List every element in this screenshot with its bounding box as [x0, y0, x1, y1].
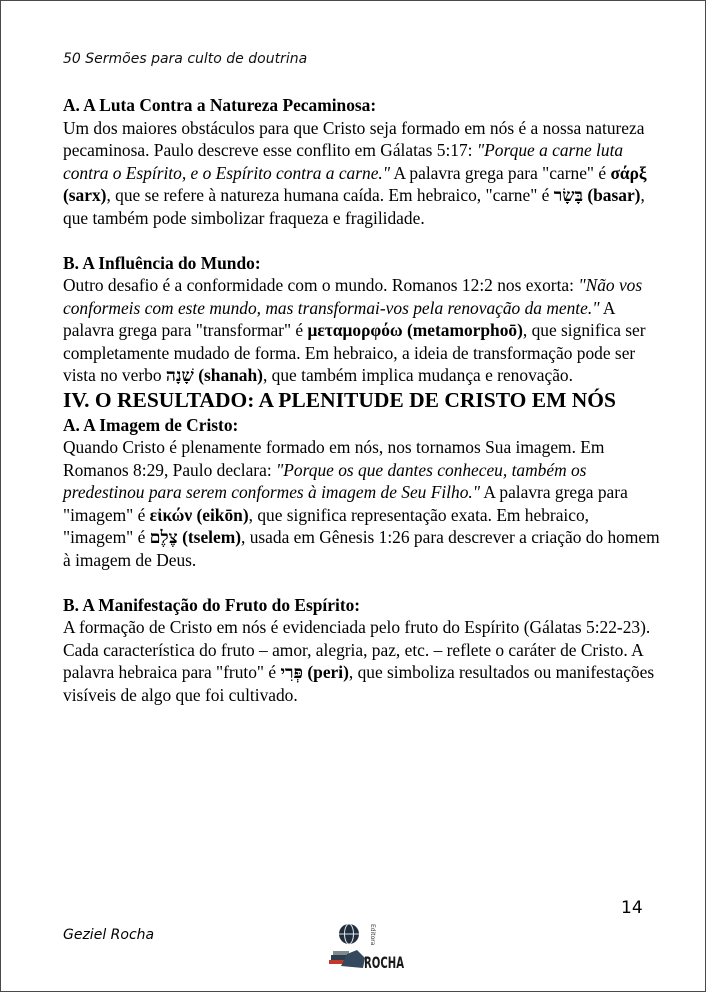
spacer	[63, 571, 663, 594]
text-run: A palavra grega para "carne" é	[390, 162, 611, 183]
text-run: , que significa representação exata. Em hebraico, "imagem" é	[63, 504, 590, 547]
text-run: , que também pode simbolizar fraqueza e fragilidade.	[63, 185, 645, 228]
hebrew-term: בָּשָׂר (basar)	[553, 185, 641, 205]
subsection-title-a-image: A. A Imagem de Cristo:	[63, 414, 239, 435]
text-run: , usada em Gênesis 1:26 para descrever a criação do homem à imagem de Deus.	[63, 527, 660, 570]
text-run: A palavra grega para "imagem" é	[63, 482, 628, 525]
text-run: A palavra grega para "transformar" é	[63, 297, 615, 340]
greek-term: σάρξ (sarx)	[63, 162, 647, 205]
section-heading-iv: IV. O RESULTADO: A PLENITUDE DE CRISTO EM NÓS	[63, 387, 616, 412]
hebrew-term: צֶלֶם (tselem)	[149, 527, 241, 547]
text-run: A formação de Cristo em nós é evidenciada pelo fruto do Espírito (Gálatas 5:22-23). Cada característica do fruto – amor, alegria, paz, etc. – reflete o caráter de Cristo. A palavra hebraica para "fruto" é	[63, 617, 651, 682]
subsection-title-b-fruit: B. A Manifestação do Fruto do Espírito:	[63, 594, 361, 615]
paragraph-fruit	[63, 616, 663, 706]
text-run: , que simboliza resultados ou manifestações visíveis de algo que foi cultivado.	[63, 662, 655, 705]
hebrew-term: שָׁנָה (shanah)	[165, 365, 263, 385]
greek-term: μεταμορφόω (metamorphoō)	[307, 320, 523, 340]
book-icon	[333, 951, 349, 955]
subsection-title-a-struggle: A. A Luta Contra a Natureza Pecaminosa:	[63, 95, 377, 115]
text-run: , que também implica mudança e renovação.	[262, 365, 573, 385]
text-run: Quando Cristo é plenamente formado em nós, nos tornamos Sua imagem. Em Romanos 8:29, Paulo declara:	[63, 437, 605, 480]
footer-author: Geziel Rocha	[63, 927, 155, 943]
text-run: , que se refere à natureza humana caída. Em hebraico, "carne" é	[106, 185, 554, 205]
scripture-quote: "Porque os que dantes conheceu, também os predestinou para serem conformes à imagem de Seu Filho."	[63, 459, 587, 502]
publisher-logo	[327, 916, 405, 972]
paragraph-world	[63, 274, 663, 387]
greek-term: εἰκών (eikōn)	[149, 504, 249, 525]
logo-editora-text: Editora	[369, 924, 376, 946]
hebrew-term: פְּרִי (peri)	[280, 662, 349, 682]
running-header: 50 Sermões para culto de doutrina	[63, 51, 308, 67]
page-number: 14	[621, 898, 643, 918]
paragraph-struggle	[63, 117, 663, 230]
text-run: Um dos maiores obstáculos para que Cristo seja formado em nós é a nossa natureza pecaminosa. Paulo descreve esse conflito em Gálatas 5:17:	[63, 117, 645, 160]
logo-brand-text: ROCHA	[364, 953, 405, 972]
text-run: Outro desafio é a conformidade com o mundo. Romanos 12:2 nos exorta:	[63, 275, 579, 295]
subsection-title-b-world: B. A Influência do Mundo:	[63, 252, 261, 273]
scripture-quote: "Não vos conformeis com este mundo, mas transformai-vos pela renovação da mente."	[63, 275, 643, 318]
spacer	[63, 229, 663, 252]
text-run: , que significa ser completamente mudado de forma. Em hebraico, a ideia de transformação pode ser vista no verbo	[63, 320, 646, 385]
scripture-quote: "Porque a carne luta contra o Espírito, e o Espírito contra a carne."	[63, 140, 624, 183]
paragraph-image	[63, 436, 663, 571]
page-body	[63, 94, 663, 706]
